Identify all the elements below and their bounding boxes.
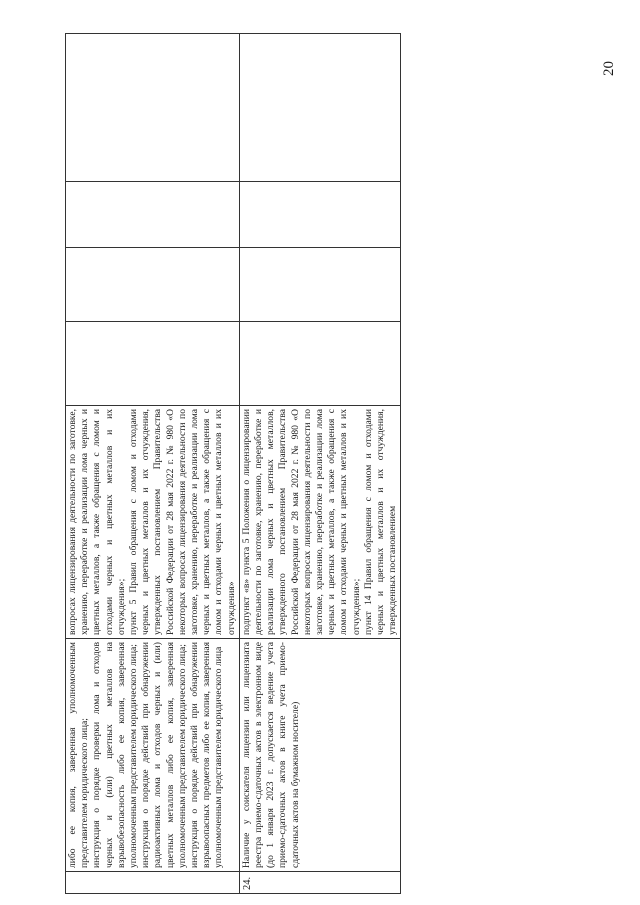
- legal-basis-paragraph: пункт 5 Правил обращения с ломом и отходами черных и цветных металлов и их отчуждения, утвержденных постановлением Правительства Российской Федерации от 28 мая 2022 г. № 980 «О некоторых вопросах лицензирования деятельности по заготовке, хранению, переработке и реализации лома черных и цветных металлов, а также обращения с ломом и отходами черных и цветных металлов и их отчуждения»: [128, 409, 237, 635]
- requirement-paragraph: инструкция о порядке проверки лома и отходов черных и (или) цветных металлов на взрывобезопасность либо ее копия, заверенная уполномоченным представителем юридического лица;: [91, 642, 140, 868]
- row-number: [66, 872, 240, 894]
- empty-cell: [239, 182, 401, 248]
- requirement-paragraph: инструкция о порядке действий при обнаружении радиоактивных лома и отходов черных и (или) цветных металлов либо ее копия, заверенная уполномоченным представителем юридического лица;: [140, 642, 188, 868]
- empty-cell: [66, 34, 240, 182]
- rotated-table-container: [65, 34, 399, 894]
- requirement-cell: [239, 639, 401, 872]
- table-row: [239, 34, 401, 894]
- requirements-table: [65, 33, 401, 894]
- requirement-paragraph: Наличие у соискателя лицензии или лицензиата реестра приемо-сдаточных актов в электронном виде (до 1 января 2023 г. допускается ведение учета приемо-сдаточных актов в книге учета приемо-сдаточных актов на бумажном носителе): [240, 642, 301, 868]
- empty-cell: [239, 322, 401, 406]
- legal-basis-cell: [239, 406, 401, 639]
- requirement-paragraph: либо ее копия, заверенная уполномоченным представителем юридического лица;: [67, 642, 91, 868]
- page-number: 20: [601, 61, 617, 76]
- empty-cell: [66, 182, 240, 248]
- requirement-paragraph: инструкция о порядке действий при обнаружении взрывоопасных предметов либо ее копия, заверенная уполномоченным представителем юридического лица: [189, 642, 225, 868]
- row-number: 24.: [239, 872, 401, 894]
- legal-basis-paragraph: вопросах лицензирования деятельности по заготовке, хранению, переработке и реализации лома черных и цветных металлов, а также обращения с ломом и отходами черных и цветных металлов и их отчуждения»;: [67, 409, 127, 635]
- empty-cell: [66, 248, 240, 322]
- empty-cell: [239, 248, 401, 322]
- table-row: [66, 34, 240, 894]
- requirement-cell: [66, 639, 240, 872]
- empty-cell: [239, 34, 401, 182]
- empty-cell: [66, 322, 240, 406]
- legal-basis-cell: [66, 406, 240, 639]
- legal-basis-paragraph: подпункт «в» пункта 5 Положения о лицензировании деятельности по заготовке, хранению, переработке и реализации лома черных и цветных металлов, утвержденного постановлением Правительства Российской Федерации от 28 мая 2022 г. № 980 «О некоторых вопросах лицензирования деятельности по заготовке, хранению, переработке и реализации лома черных и цветных металлов, а также обращения с ломом и отходами черных и цветных металлов и их отчуждения»;: [240, 409, 362, 635]
- legal-basis-paragraph: пункт 14 Правил обращения с ломом и отходами черных и цветных металлов и их отчуждения, утвержденных постановлением: [362, 409, 399, 635]
